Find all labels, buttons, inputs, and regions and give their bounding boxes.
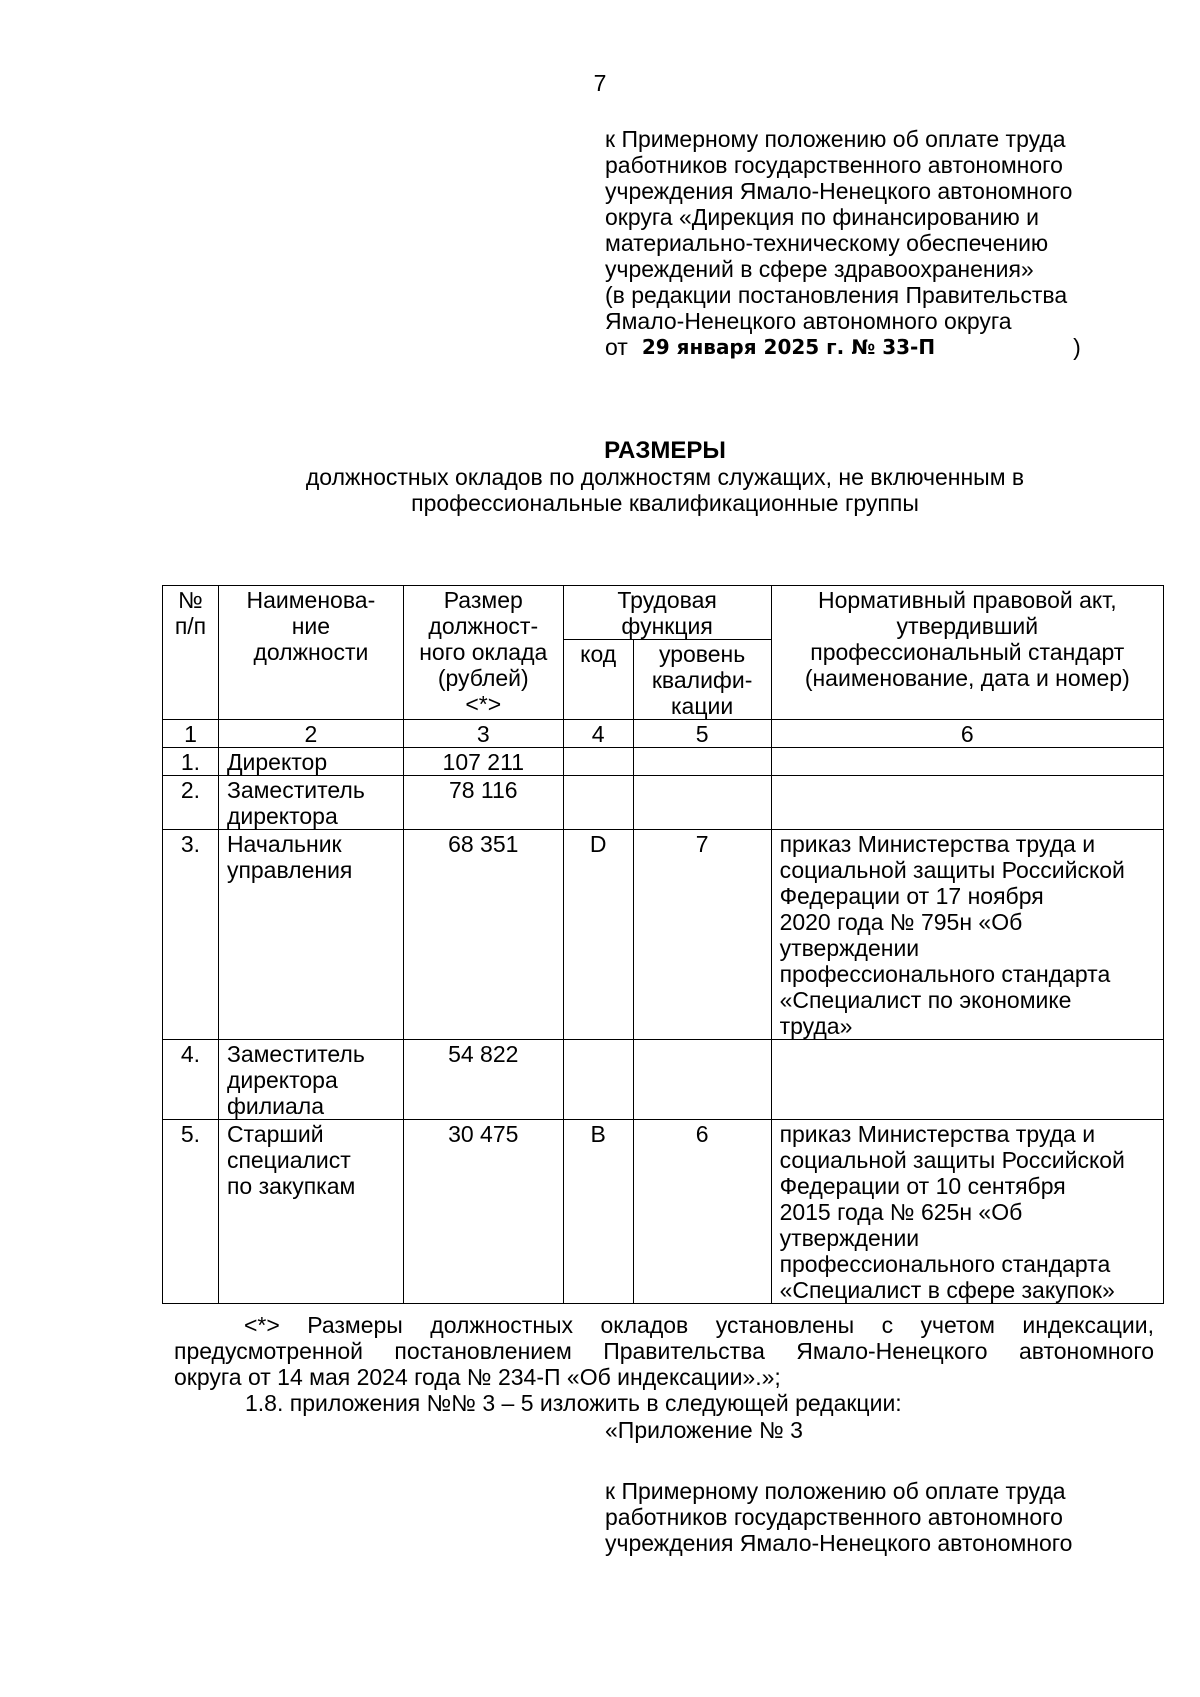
cell-line: труда» (779, 1013, 853, 1039)
column-number: 4 (563, 720, 633, 748)
salary-amount (403, 776, 563, 830)
cell-line: 68 351 (448, 831, 519, 857)
next-header-line: учреждения Ямало-Ненецкого автономного (605, 1530, 1073, 1556)
cell-line: B (590, 1121, 606, 1147)
annex-header-line: округа «Дирекция по финансированию и (605, 204, 1040, 230)
annex-header-line: к Примерному положению об оплате труда (605, 126, 1066, 152)
function-code (563, 776, 633, 830)
cell-line: Директор (226, 749, 328, 775)
position-name (218, 748, 403, 776)
cell-line: Начальник (226, 831, 342, 857)
cell-line: социальной защиты Российской (779, 857, 1125, 883)
footnote (174, 1312, 1154, 1390)
qualification-level (633, 1120, 771, 1304)
cell-line: 6 (695, 1121, 709, 1147)
cell-line: приказ Министерства труда и (779, 1121, 1096, 1147)
cell-line: утвердивший (896, 613, 1039, 639)
cell-line: квалифи- (651, 667, 753, 693)
row-number (163, 1040, 219, 1120)
date-prefix: от (605, 334, 628, 360)
row-number (163, 776, 219, 830)
header-act (771, 586, 1163, 720)
column-number: 2 (218, 720, 403, 748)
column-number: 6 (771, 720, 1163, 748)
resolution-date: 29 января 2025 г. № 33-П (641, 335, 936, 359)
column-number: 1 (163, 720, 219, 748)
cell-line: п/п (174, 613, 207, 639)
resolution-date-line (605, 334, 1165, 360)
table-row (163, 830, 1164, 1040)
table-row (163, 1040, 1164, 1120)
next-annex-header (605, 1478, 1165, 1556)
row-number (163, 830, 219, 1040)
header-code: код (563, 640, 633, 720)
cell-line: № (178, 587, 203, 613)
cell-line: 2020 года № 795н «Об (779, 909, 1023, 935)
qualification-level (633, 830, 771, 1040)
cell-line: Федерации от 17 ноября (779, 883, 1044, 909)
row-number (163, 1120, 219, 1304)
cell-line: филиала (226, 1093, 324, 1119)
cell-line: профессионального стандарта (779, 961, 1111, 987)
next-annex-title: «Приложение № 3 (605, 1417, 803, 1443)
annex-header-line: учреждения Ямало-Ненецкого автономного (605, 178, 1073, 204)
salary-table (162, 585, 1164, 1304)
cell-line: 7 (695, 831, 709, 857)
column-number-row (163, 720, 1164, 748)
cell-line: 3. (180, 831, 201, 857)
cell-line: «Специалист по экономике (779, 987, 1072, 1013)
annex-header-line: Ямало-Ненецкого автономного округа (605, 308, 1012, 334)
legal-act (771, 1040, 1163, 1120)
clause-1-8: 1.8. приложения №№ 3 – 5 изложить в следующей редакции: (245, 1390, 902, 1416)
date-close-paren: ) (1073, 334, 1081, 360)
cell-line: 30 475 (448, 1121, 519, 1147)
cell-line: 4. (180, 1041, 201, 1067)
table-header-row (163, 586, 1164, 640)
cell-line: уровень (658, 641, 746, 667)
position-name (218, 830, 403, 1040)
annex-header (605, 126, 1165, 360)
title-sub: должностных окладов по должностям служащих, не включенным в (305, 464, 1025, 490)
cell-line: Нормативный правовой акт, (817, 587, 1117, 613)
header-level (633, 640, 771, 720)
cell-line: директора (226, 1067, 338, 1093)
salary-amount (403, 1040, 563, 1120)
legal-act (771, 748, 1163, 776)
cell-line: социальной защиты Российской (779, 1147, 1125, 1173)
cell-line: приказ Министерства труда и (779, 831, 1096, 857)
cell-line: <*> (465, 691, 502, 717)
header-num (163, 586, 219, 720)
function-code (563, 830, 633, 1040)
position-name (218, 1040, 403, 1120)
column-number: 3 (403, 720, 563, 748)
row-number (163, 748, 219, 776)
cell-line: утверждении (779, 1225, 920, 1251)
footnote-line: предусмотренной постановлением Правительства Ямало-Ненецкого автономного (174, 1338, 1154, 1364)
function-code (563, 1040, 633, 1120)
cell-line: по закупкам (226, 1173, 356, 1199)
cell-line: Заместитель (226, 777, 365, 803)
legal-act (771, 776, 1163, 830)
cell-line: 2. (180, 777, 201, 803)
annex-header-line: работников государственного автономного (605, 152, 1063, 178)
cell-line: ного оклада (419, 639, 548, 665)
header-function (563, 586, 771, 640)
cell-line: (рублей) (437, 665, 529, 691)
footnote-line: округа от 14 мая 2024 года № 234-П «Об индексации».»; (174, 1364, 781, 1390)
header-name (218, 586, 403, 720)
table-row (163, 748, 1164, 776)
qualification-level (633, 1040, 771, 1120)
salary-amount (403, 748, 563, 776)
cell-line: 1. (180, 749, 201, 775)
table-row (163, 1120, 1164, 1304)
cell-line: должности (253, 639, 369, 665)
position-name (218, 1120, 403, 1304)
title-sub: профессиональные квалификационные группы (411, 490, 919, 516)
cell-line: профессиональный стандарт (810, 639, 1125, 665)
legal-act (771, 1120, 1163, 1304)
qualification-level (633, 748, 771, 776)
page-number: 7 (593, 70, 607, 96)
cell-line: D (589, 831, 607, 857)
cell-line: Старший (226, 1121, 324, 1147)
document-title (0, 438, 1200, 516)
cell-line: 54 822 (448, 1041, 519, 1067)
cell-line: 5. (180, 1121, 201, 1147)
title-main: РАЗМЕРЫ (604, 437, 726, 464)
cell-line: 78 116 (448, 777, 518, 803)
cell-line: 2015 года № 625н «Об (779, 1199, 1023, 1225)
annex-header-line: материально-техническому обеспечению (605, 230, 1049, 256)
cell-line: 107 211 (442, 749, 524, 775)
table-row (163, 776, 1164, 830)
position-name (218, 776, 403, 830)
function-code (563, 748, 633, 776)
cell-line: Заместитель (226, 1041, 365, 1067)
next-header-line: работников государственного автономного (605, 1504, 1063, 1530)
cell-line: специалист (226, 1147, 351, 1173)
column-number: 5 (633, 720, 771, 748)
qualification-level (633, 776, 771, 830)
cell-line: профессионального стандарта (779, 1251, 1111, 1277)
cell-line: Наименова- (246, 587, 376, 613)
cell-line: Размер (443, 587, 523, 613)
cell-line: ние (291, 613, 331, 639)
cell-line: Трудовая (617, 587, 717, 613)
cell-line: кации (670, 693, 734, 719)
cell-line: функция (621, 613, 713, 639)
cell-line: Федерации от 10 сентября (779, 1173, 1066, 1199)
salary-amount (403, 1120, 563, 1304)
annex-header-line: (в редакции постановления Правительства (605, 282, 1068, 308)
footnote-line: <*> Размеры должностных окладов установлены с учетом индексации, (244, 1312, 1154, 1338)
cell-line: управления (226, 857, 353, 883)
annex-header-line: учреждений в сфере здравоохранения» (605, 256, 1034, 282)
cell-line: «Специалист в сфере закупок» (779, 1277, 1115, 1303)
cell-line: директора (226, 803, 338, 829)
function-code (563, 1120, 633, 1304)
header-salary (403, 586, 563, 720)
next-header-line: к Примерному положению об оплате труда (605, 1478, 1066, 1504)
cell-line: утверждении (779, 935, 920, 961)
legal-act (771, 830, 1163, 1040)
cell-line: должност- (428, 613, 539, 639)
table-body (163, 748, 1164, 1304)
salary-amount (403, 830, 563, 1040)
cell-line: (наименование, дата и номер) (804, 665, 1130, 691)
